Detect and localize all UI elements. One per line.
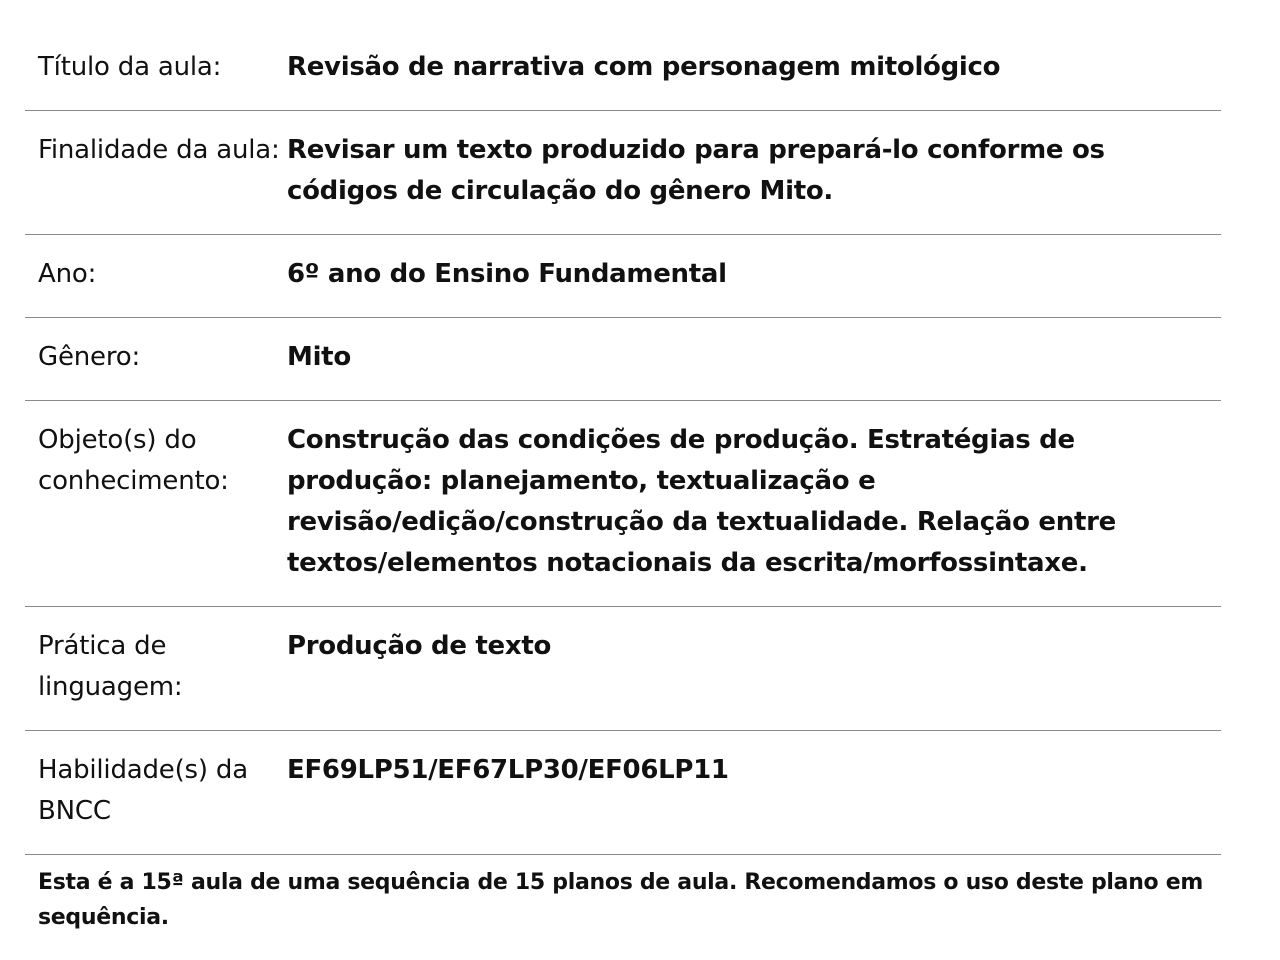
sequence-note: Esta é a 15ª aula de uma sequência de 15 planos de aula. Recomendamos o uso deste plano em sequência. xyxy=(38,870,1203,930)
value-school-year: 6º ano do Ensino Fundamental xyxy=(287,259,727,289)
label-lesson-purpose: Finalidade da aula: xyxy=(38,135,280,165)
label-genre: Gênero: xyxy=(38,342,141,372)
row-knowledge-objects xyxy=(25,401,1221,607)
value-bncc-skills: EF69LP51/EF67LP30/EF06LP11 xyxy=(287,755,729,785)
row-lesson-purpose xyxy=(25,111,1221,235)
value-knowledge-objects: Construção das condições de produção. Estratégias de produção: planejamento, textualização e revisão/edição/construção da textualidade. Relação entre textos/elementos notacionais da escrita/morfossintaxe. xyxy=(287,425,1116,578)
label-lesson-title: Título da aula: xyxy=(38,52,222,82)
row-language-practice xyxy=(25,607,1221,731)
label-language-practice: Prática de linguagem: xyxy=(38,631,183,702)
row-bncc-skills xyxy=(25,731,1221,855)
label-knowledge-objects: Objeto(s) do conhecimento: xyxy=(38,425,229,496)
value-language-practice: Produção de texto xyxy=(287,631,552,661)
value-lesson-purpose: Revisar um texto produzido para prepará-lo conforme os códigos de circulação do gênero Mito. xyxy=(287,135,1105,206)
row-genre xyxy=(25,318,1221,401)
value-lesson-title: Revisão de narrativa com personagem mitológico xyxy=(287,52,1001,82)
label-bncc-skills: Habilidade(s) da BNCC xyxy=(38,755,248,826)
value-genre: Mito xyxy=(287,342,351,372)
row-lesson-title xyxy=(25,28,1221,111)
label-school-year: Ano: xyxy=(38,259,97,289)
lesson-info-table xyxy=(25,28,1221,935)
row-school-year xyxy=(25,235,1221,318)
